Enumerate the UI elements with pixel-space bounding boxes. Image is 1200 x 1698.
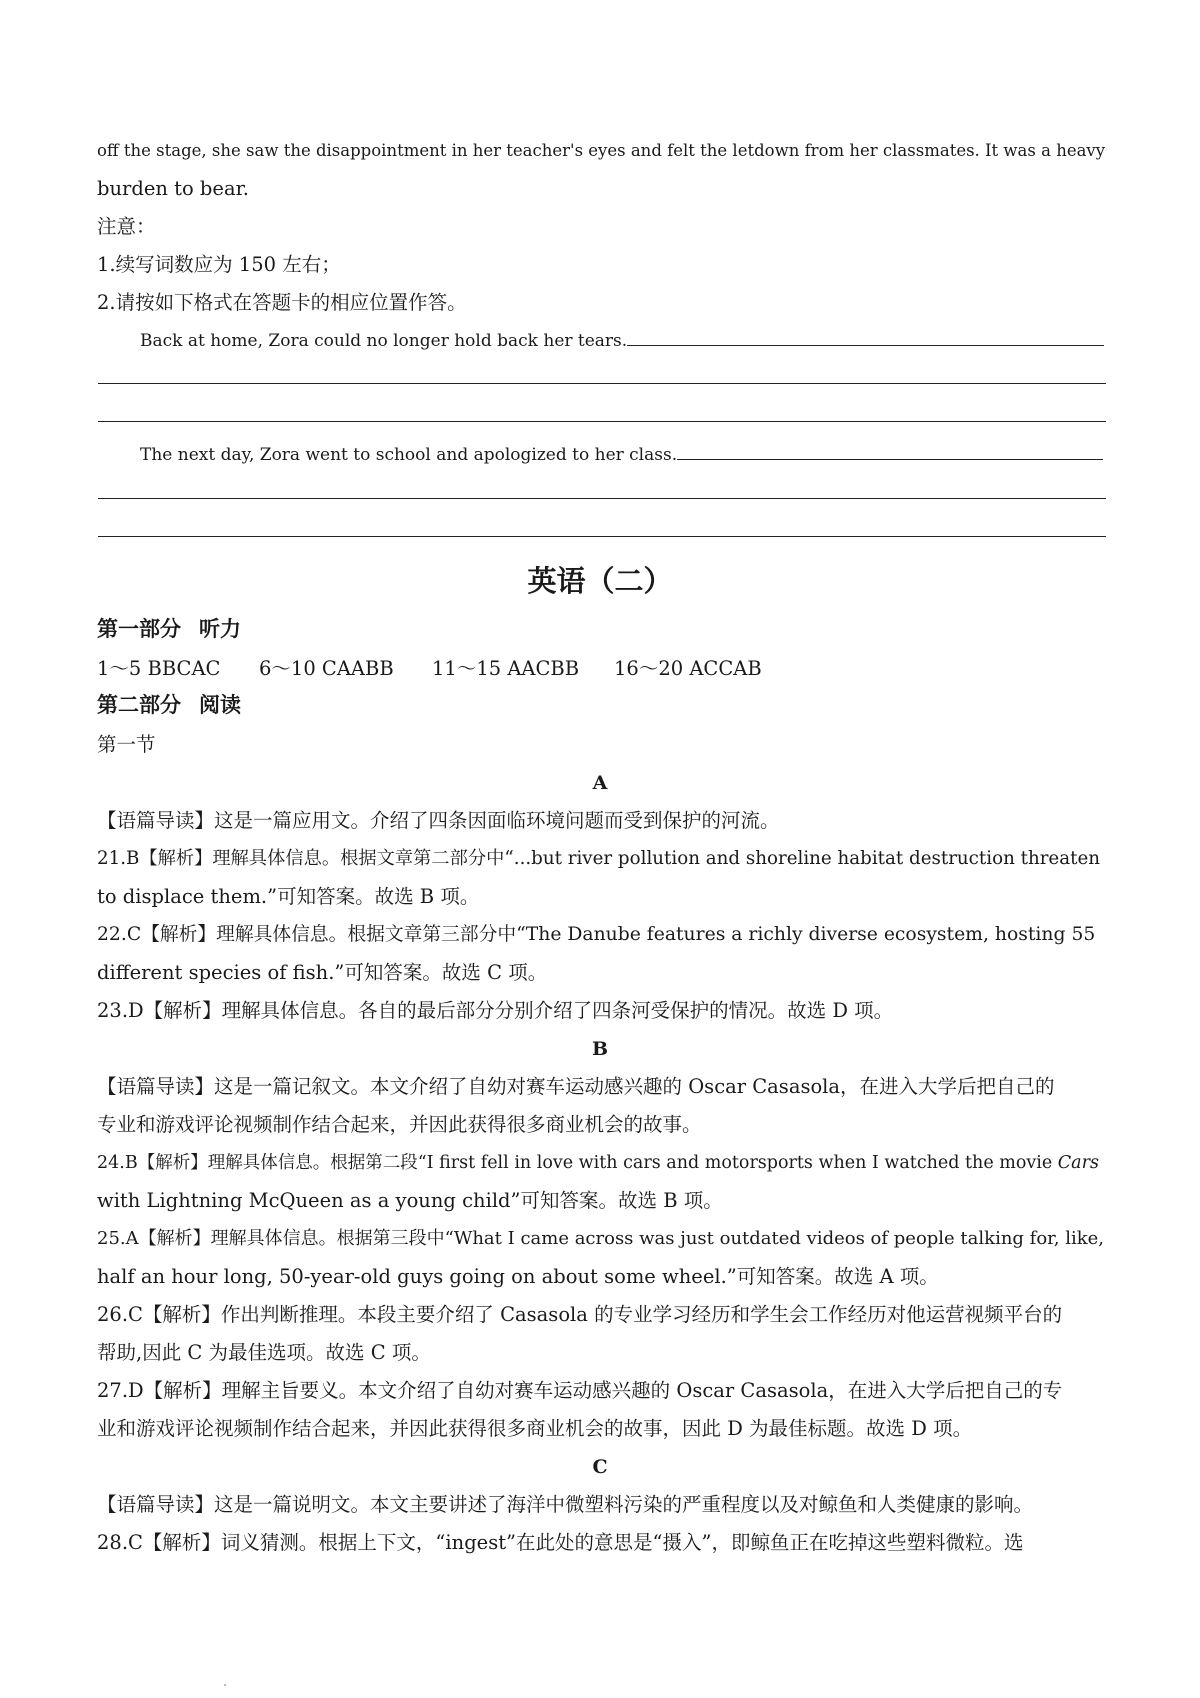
explanation-line: 27.D【解析】理解主旨要义。本文介绍了自幼对赛车运动感兴趣的 Oscar Casasola，在进入大学后把自己的专 — [97, 1379, 1063, 1402]
passage-letter: C — [592, 1456, 608, 1478]
story-text-line: off the stage, she saw the disappointment in her teacher's eyes and felt the letdown from her classmates. It was a heavy — [97, 141, 1106, 160]
explanation-line: different species of fish.”可知答案。故选 C 项。 — [97, 961, 548, 984]
explanation-line: 【语篇导读】这是一篇说明文。本文主要讲述了海洋中微塑料污染的严重程度以及对鲸鱼和人类健康的影响。 — [97, 1493, 1034, 1516]
explanation-line: to displace them.”可知答案。故选 B 项。 — [97, 885, 480, 908]
story-text-line: burden to bear. — [97, 177, 249, 200]
explanation-line: 【语篇导读】这是一篇记叙文。本文介绍了自幼对赛车运动感兴趣的 Oscar Casasola，在进入大学后把自己的 — [97, 1075, 1055, 1098]
answer-group: 16～20 ACCAB — [614, 657, 762, 680]
part-name: 阅读 — [199, 693, 241, 717]
passage-letter: A — [592, 772, 608, 794]
note-item: 2.请按如下格式在答题卡的相应位置作答。 — [97, 291, 467, 314]
explanation-line: 28.C【解析】词义猜测。根据上下文，“ingest”在此处的意思是“摄入”，即鲸鱼正在吃掉这些塑料微粒。选 — [97, 1531, 1024, 1554]
answer-group: 1～5 BBCAC — [97, 657, 221, 680]
explanation-line — [97, 1149, 1107, 1177]
answer-group: 6～10 CAABB — [259, 657, 394, 680]
prompt-text: The next day, Zora went to school and apologized to her class. — [140, 445, 678, 465]
explanation-line: 21.B【解析】理解具体信息。根据文章第二部分中“...but river pollution and shoreline habitat destruction threaten — [97, 848, 1101, 869]
writing-blank — [677, 458, 1103, 460]
explanation-text: 24.B【解析】理解具体信息。根据第二段“I first fell in love with cars and motorsports when I watched the movie — [97, 1153, 1058, 1173]
explanation-line: 帮助,因此 C 为最佳选项。故选 C 项。 — [97, 1341, 431, 1364]
answer-group: 11～15 AACBB — [432, 657, 580, 680]
explanation-line: with Lightning McQueen as a young child”可知答案。故选 B 项。 — [97, 1189, 723, 1212]
part-label: 第一部分 — [97, 617, 181, 641]
explanation-line: 25.A【解析】理解具体信息。根据第三段中“What I came across was just outdated videos of people talking for, like, — [97, 1228, 1105, 1249]
part-name: 听力 — [199, 617, 241, 641]
note-item: 1.续写词数应为 150 左右； — [97, 253, 341, 276]
writing-line — [98, 421, 1106, 422]
continuation-prompt-2 — [140, 441, 1105, 469]
section-label: 第一节 — [97, 733, 156, 756]
part-label: 第二部分 — [97, 693, 181, 717]
part1-heading — [97, 614, 1107, 644]
answer-key-title: 英语（二） — [527, 564, 673, 598]
explanation-line: 【语篇导读】这是一篇应用文。介绍了四条因面临环境问题而受到保护的河流。 — [97, 809, 780, 832]
writing-line — [98, 498, 1106, 499]
explanation-line: 22.C【解析】理解具体信息。根据文章第三部分中“The Danube features a richly diverse ecosystem, hosting 55 — [97, 924, 1096, 945]
passage-letter: B — [591, 1038, 609, 1060]
part2-heading — [97, 690, 1107, 720]
continuation-prompt-1 — [140, 327, 1105, 355]
writing-line — [98, 536, 1106, 537]
prompt-text: Back at home, Zora could no longer hold back her tears. — [140, 331, 628, 351]
movie-title: Cars — [1057, 1153, 1099, 1173]
explanation-line: 23.D【解析】理解具体信息。各自的最后部分分别介绍了四条河受保护的情况。故选 D 项。 — [97, 999, 894, 1022]
explanation-line: half an hour long, 50-year-old guys going on about some wheel.”可知答案。故选 A 项。 — [97, 1265, 939, 1288]
page-mark — [224, 1684, 226, 1686]
writing-line — [98, 383, 1106, 384]
explanation-line: 专业和游戏评论视频制作结合起来，并因此获得很多商业机会的故事。 — [97, 1113, 702, 1136]
note-label: 注意： — [97, 215, 156, 238]
explanation-line: 26.C【解析】作出判断推理。本段主要介绍了 Casasola 的专业学习经历和学生会工作经历对他运营视频平台的 — [97, 1303, 1063, 1326]
explanation-line: 业和游戏评论视频制作结合起来，并因此获得很多商业机会的故事，因此 D 为最佳标题。故选 D 项。 — [97, 1417, 973, 1440]
listening-answers — [97, 655, 1107, 683]
writing-blank — [627, 344, 1104, 346]
